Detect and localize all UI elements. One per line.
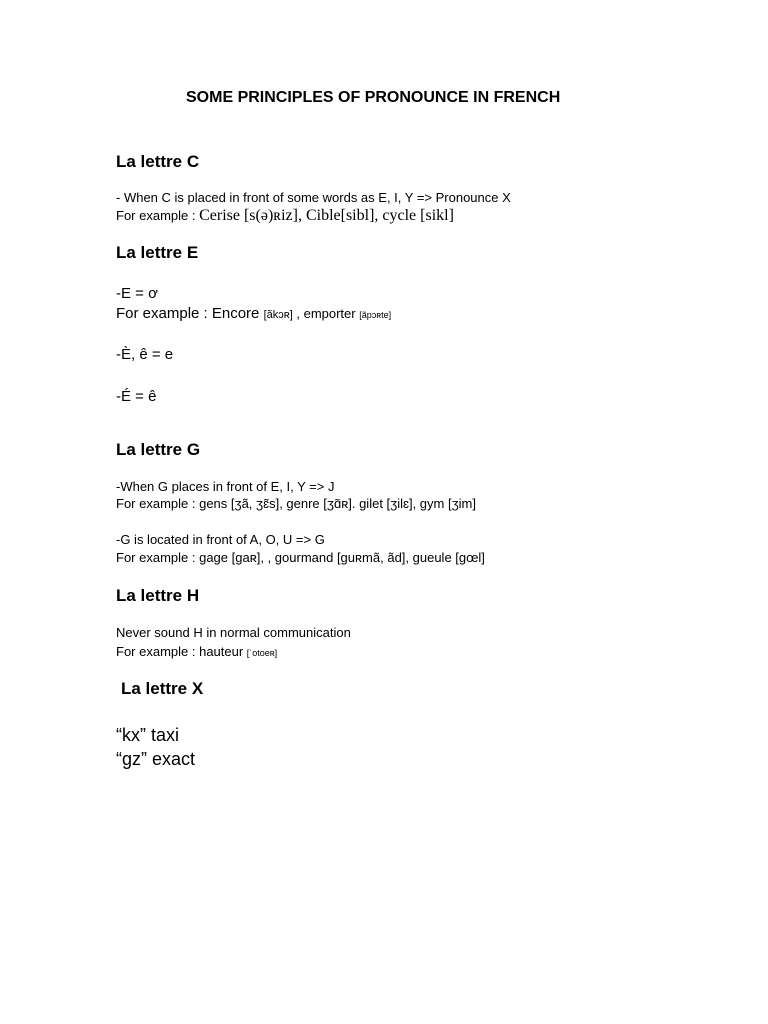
- section-e-rule-1: -E = ơ: [116, 285, 158, 302]
- section-heading-c: La lettre C: [116, 152, 200, 171]
- section-x-line-1: “kx” taxi: [116, 725, 179, 745]
- section-e-rule-3: -É = ê: [116, 388, 157, 405]
- example-words: Cerise [s(ə)ʀiz], Cible[sibl], cycle [sikl]: [199, 207, 454, 224]
- section-g-example-2: [116, 549, 485, 567]
- section-e-example: [116, 305, 391, 323]
- section-heading-h: La lettre H: [116, 586, 200, 605]
- document-title: SOME PRINCIPLES OF PRONOUNCE IN FRENCH: [186, 89, 561, 106]
- section-e-rule-2: -È, ê = e: [116, 346, 174, 363]
- example-words: [gaʀ], , gourmand [guʀmã, ãd], gueule [gœl]: [231, 550, 485, 565]
- section-h-example: [116, 643, 277, 661]
- section-c-example: [116, 207, 454, 225]
- section-g-rule-2: -G is located in front of A, O, U => G: [116, 532, 325, 547]
- example-prefix: For example : gage: [116, 550, 232, 565]
- section-g-example-1: For example : gens [ʒã, ʒɛ̃s], genre [ʒɑ̃ʀ]. gilet [ʒilɛ], gym [ʒim]: [116, 496, 477, 511]
- example-prefix: For example :: [116, 208, 200, 223]
- section-g-rule-1: -When G places in front of E, I, Y => J: [116, 479, 335, 494]
- section-x-line-2: “gz” exact: [116, 749, 196, 769]
- example-prefix: For example : Encore: [116, 305, 264, 322]
- section-c-rule: - When C is placed in front of some words as E, I, Y => Pronounce X: [116, 190, 511, 205]
- example-ipa-encore: [ãkɔʀ]: [263, 309, 293, 321]
- section-heading-x: La lettre X: [121, 679, 204, 698]
- example-prefix: For example : hauteur: [116, 644, 247, 659]
- section-heading-g: La lettre G: [116, 440, 201, 459]
- section-heading-e: La lettre E: [116, 243, 199, 262]
- example-emporter: , emporter: [292, 306, 360, 321]
- example-ipa-emporter: [ãpɔʀte]: [359, 310, 392, 320]
- example-ipa: [ˈotoeʀ]: [246, 648, 278, 658]
- section-h-rule: Never sound H in normal communication: [116, 625, 351, 640]
